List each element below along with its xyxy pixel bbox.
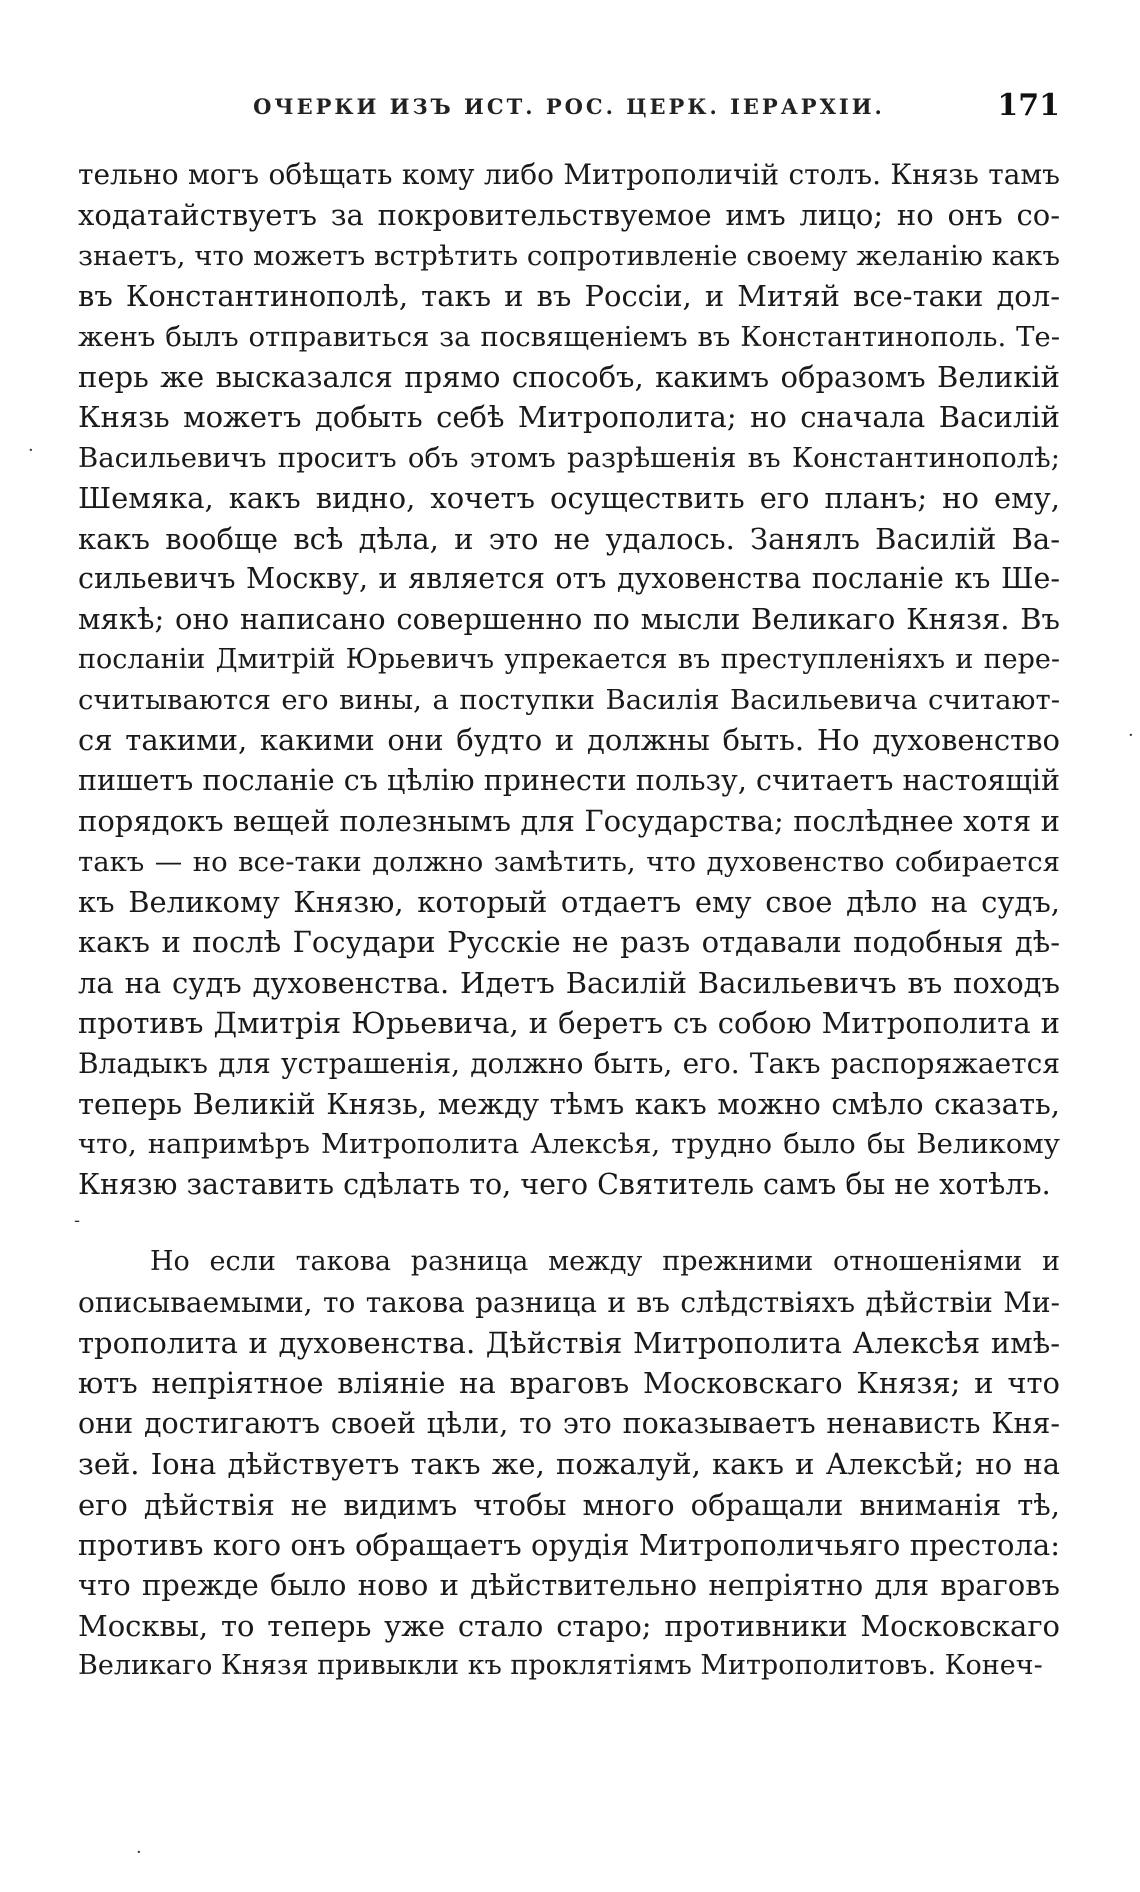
text-line: Князю заставить сдѣлать то, чего Святитель самъ бы не хотѣлъ. xyxy=(78,1167,1051,1201)
text-line: какъ вообще всѣ дѣла, и это не удалось. Занялъ Василій Ва- xyxy=(78,521,1060,556)
text-line: его дѣйствія не видимъ чтобы много обращали вниманія тѣ, xyxy=(78,1487,1060,1522)
text-line: зей. Іона дѣйствуетъ такъ же, пожалуй, какъ и Алексѣй; но на xyxy=(78,1447,1060,1482)
text-line: пишетъ посланіе съ цѣлію принести пользу, считаетъ настоящій xyxy=(78,763,1060,797)
text-line: порядокъ вещей полезнымъ для Государства; послѣднее хотя и xyxy=(78,804,1060,839)
text-line: ходатайствуетъ за покровительствуемое имъ лицо; но онъ со- xyxy=(78,198,1060,233)
paragraph-1 xyxy=(78,155,1060,1205)
text-line: Но если такова разница между прежними отношеніями и xyxy=(150,1246,1060,1278)
text-line: сильевичъ Москву, и является отъ духовенства посланіе къ Ше- xyxy=(78,561,1060,595)
margin-mark: - xyxy=(74,1210,81,1231)
text-line: трополита и духовенства. Дѣйствія Митрополита Алексѣя имѣ- xyxy=(78,1325,1060,1360)
text-line: они достигаютъ своей цѣли, то это показываетъ ненависть Кня- xyxy=(78,1406,1060,1440)
text-line: что прежде было ново и дѣйствительно непріятно для враговъ xyxy=(78,1568,1060,1603)
running-title: ОЧЕРКИ ИЗЪ ИСТ. РОС. ЦЕРК. ІЕРАРХІИ. xyxy=(253,94,885,119)
text-line: Шемяка, какъ видно, хочетъ осуществить его планъ; но ему, xyxy=(78,481,1060,516)
text-line: перь же высказался прямо способъ, какимъ образомъ Великій xyxy=(78,359,1060,394)
text-line: ла на судъ духовенства. Идетъ Василій Васильевичъ въ походъ xyxy=(78,965,1060,1000)
text-line: знаетъ, что можетъ встрѣтить сопротивленіе своему желанію какъ xyxy=(78,239,1060,272)
text-line: ся такими, какими они будто и должны быть. Но духовенство xyxy=(78,723,1060,758)
text-line: къ Великому Князю, который отдаетъ ему свое дѣло на судъ, xyxy=(78,885,1060,920)
page-number: 171 xyxy=(997,88,1060,123)
text-line: въ Константинополѣ, такъ и въ Россіи, и Митяй все-таки дол- xyxy=(78,279,1060,314)
text-line: считываются его вины, а поступки Василія Васильевича считают- xyxy=(78,684,1060,717)
text-line: Москвы, то теперь уже стало старо; противники Московскаго xyxy=(78,1608,1060,1643)
paragraph-2 xyxy=(78,1242,1060,1686)
text-line: противъ Дмитрія Юрьевича, и беретъ съ собою Митрополита и xyxy=(78,1006,1060,1041)
text-line: женъ былъ отправиться за посвященіемъ въ Константинополь. Те- xyxy=(78,320,1060,353)
text-line: посланіи Дмитрій Юрьевичъ упрекается въ преступленіяхъ и пере- xyxy=(78,643,1060,675)
margin-mark: · xyxy=(28,440,34,461)
text-line: теперь Великій Князь, между тѣмъ какъ можно смѣло сказать, xyxy=(78,1086,1060,1121)
text-line: противъ кого онъ обращаетъ орудія Митрополичьяго престола: xyxy=(78,1527,1060,1562)
text-line: описываемыми, то такова разница и въ слѣдствіяхъ дѣйствіи Ми- xyxy=(78,1285,1060,1319)
text-line: Князь можетъ добыть себѣ Митрополита; но сначала Василій xyxy=(78,400,1060,435)
text-line: тельно могъ обѣщать кому либо Митрополичій столъ. Князь тамъ xyxy=(78,158,1060,191)
running-head xyxy=(78,88,1060,128)
text-line: мякѣ; оно написано совершенно по мысли Великаго Князя. Въ xyxy=(78,602,1060,637)
margin-mark: · xyxy=(136,1842,142,1863)
text-line: Великаго Князя привыкли къ проклятіямъ Митрополитовъ. Конеч- xyxy=(78,1650,1043,1682)
text-line: какъ и послѣ Государи Русскіе не разъ отдавали подобныя дѣ- xyxy=(78,925,1060,960)
text-line: такъ — но все-таки должно замѣтить, что духовенство собирается xyxy=(78,845,1060,878)
body-text xyxy=(78,155,1060,1686)
margin-mark: · xyxy=(1128,725,1134,746)
text-line: Васильевичъ проситъ объ этомъ разрѣшенія въ Константинополѣ; xyxy=(78,441,1060,474)
text-line: Владыкъ для устрашенія, должно быть, его. Такъ распоряжается xyxy=(78,1046,1060,1080)
text-line: ютъ непріятное вліяніе на враговъ Московскаго Князя; и что xyxy=(78,1366,1060,1401)
text-line: что, напримѣръ Митрополита Алексѣя, трудно было бы Великому xyxy=(78,1128,1060,1161)
